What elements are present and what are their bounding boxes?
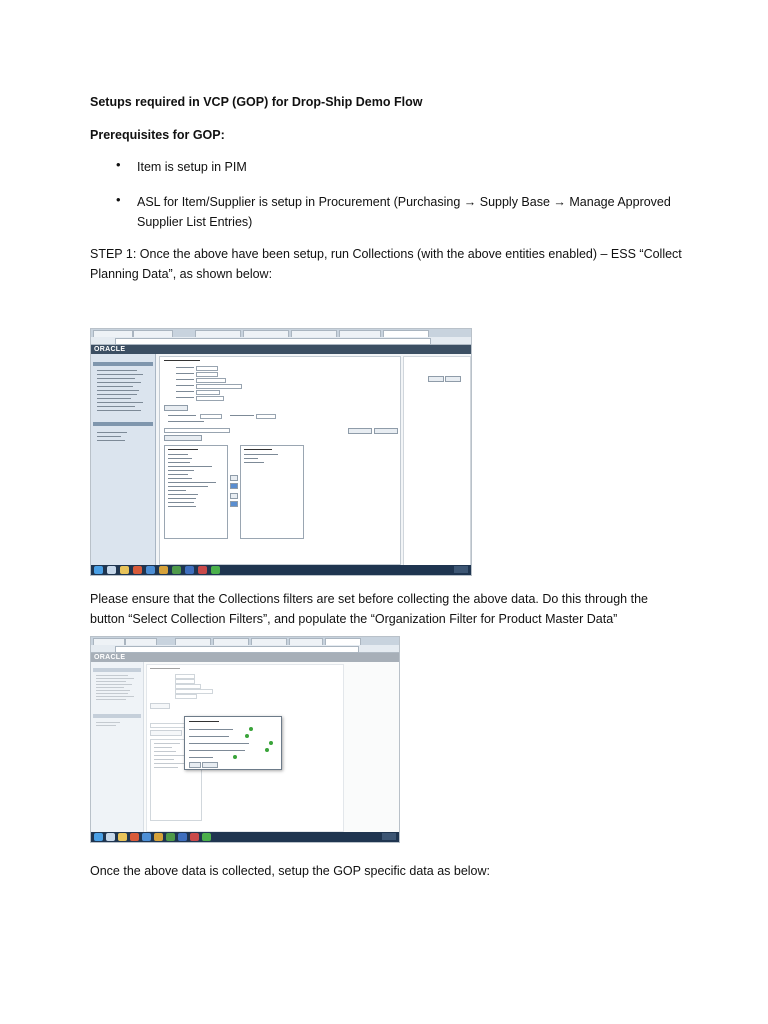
doc-title: Setups required in VCP (GOP) for Drop-Ship Demo Flow [90, 95, 423, 109]
bullet-item-1: Item is setup in PIM [137, 160, 247, 174]
collection-filters-dialog [184, 716, 282, 770]
bullet-item-2: ASL for Item/Supplier is setup in Procurement (Purchasing → Supply Base → Manage Approved [137, 195, 671, 209]
collect-planning-data-screenshot [90, 328, 472, 576]
address-bar [91, 337, 471, 345]
taskbar [91, 832, 399, 842]
oracle-logo: ORACLE [94, 346, 126, 353]
ok-button[interactable] [189, 762, 201, 768]
address-bar [91, 645, 399, 653]
step1-line-2: Planning Data”, as shown below: [90, 267, 273, 281]
taskbar [91, 565, 471, 575]
prereq-heading: Prerequisites for GOP: [90, 128, 225, 142]
oracle-header [91, 345, 471, 354]
browser-tabs [91, 329, 471, 337]
closing-line: Once the above data is collected, setup the GOP specific data as below: [90, 864, 491, 878]
step1-line-1: STEP 1: Once the above have been setup, run Collections (with the above entities enabled) – ESS “Collect [90, 247, 682, 261]
reference-entities-list [164, 445, 228, 539]
collection-filters-screenshot [90, 636, 400, 843]
bullet-item-2-continued: Supplier List Entries) [137, 215, 253, 229]
filters-line-2: button “Select Collection Filters”, and populate the “Organization Filter for Product Master Data” [90, 612, 618, 626]
collect-planning-data-form [159, 356, 401, 565]
filters-line-1: Please ensure that the Collections filters are set before collecting the above data. Do this through the [90, 592, 648, 606]
task-pane [91, 354, 156, 565]
cancel-button[interactable] [202, 762, 218, 768]
selected-entities-list [240, 445, 304, 539]
bullet-icon: • [116, 192, 121, 207]
bullet-icon: • [116, 157, 121, 172]
org-filter-product-master-icon[interactable] [269, 741, 273, 745]
browser-tabs [91, 637, 399, 645]
